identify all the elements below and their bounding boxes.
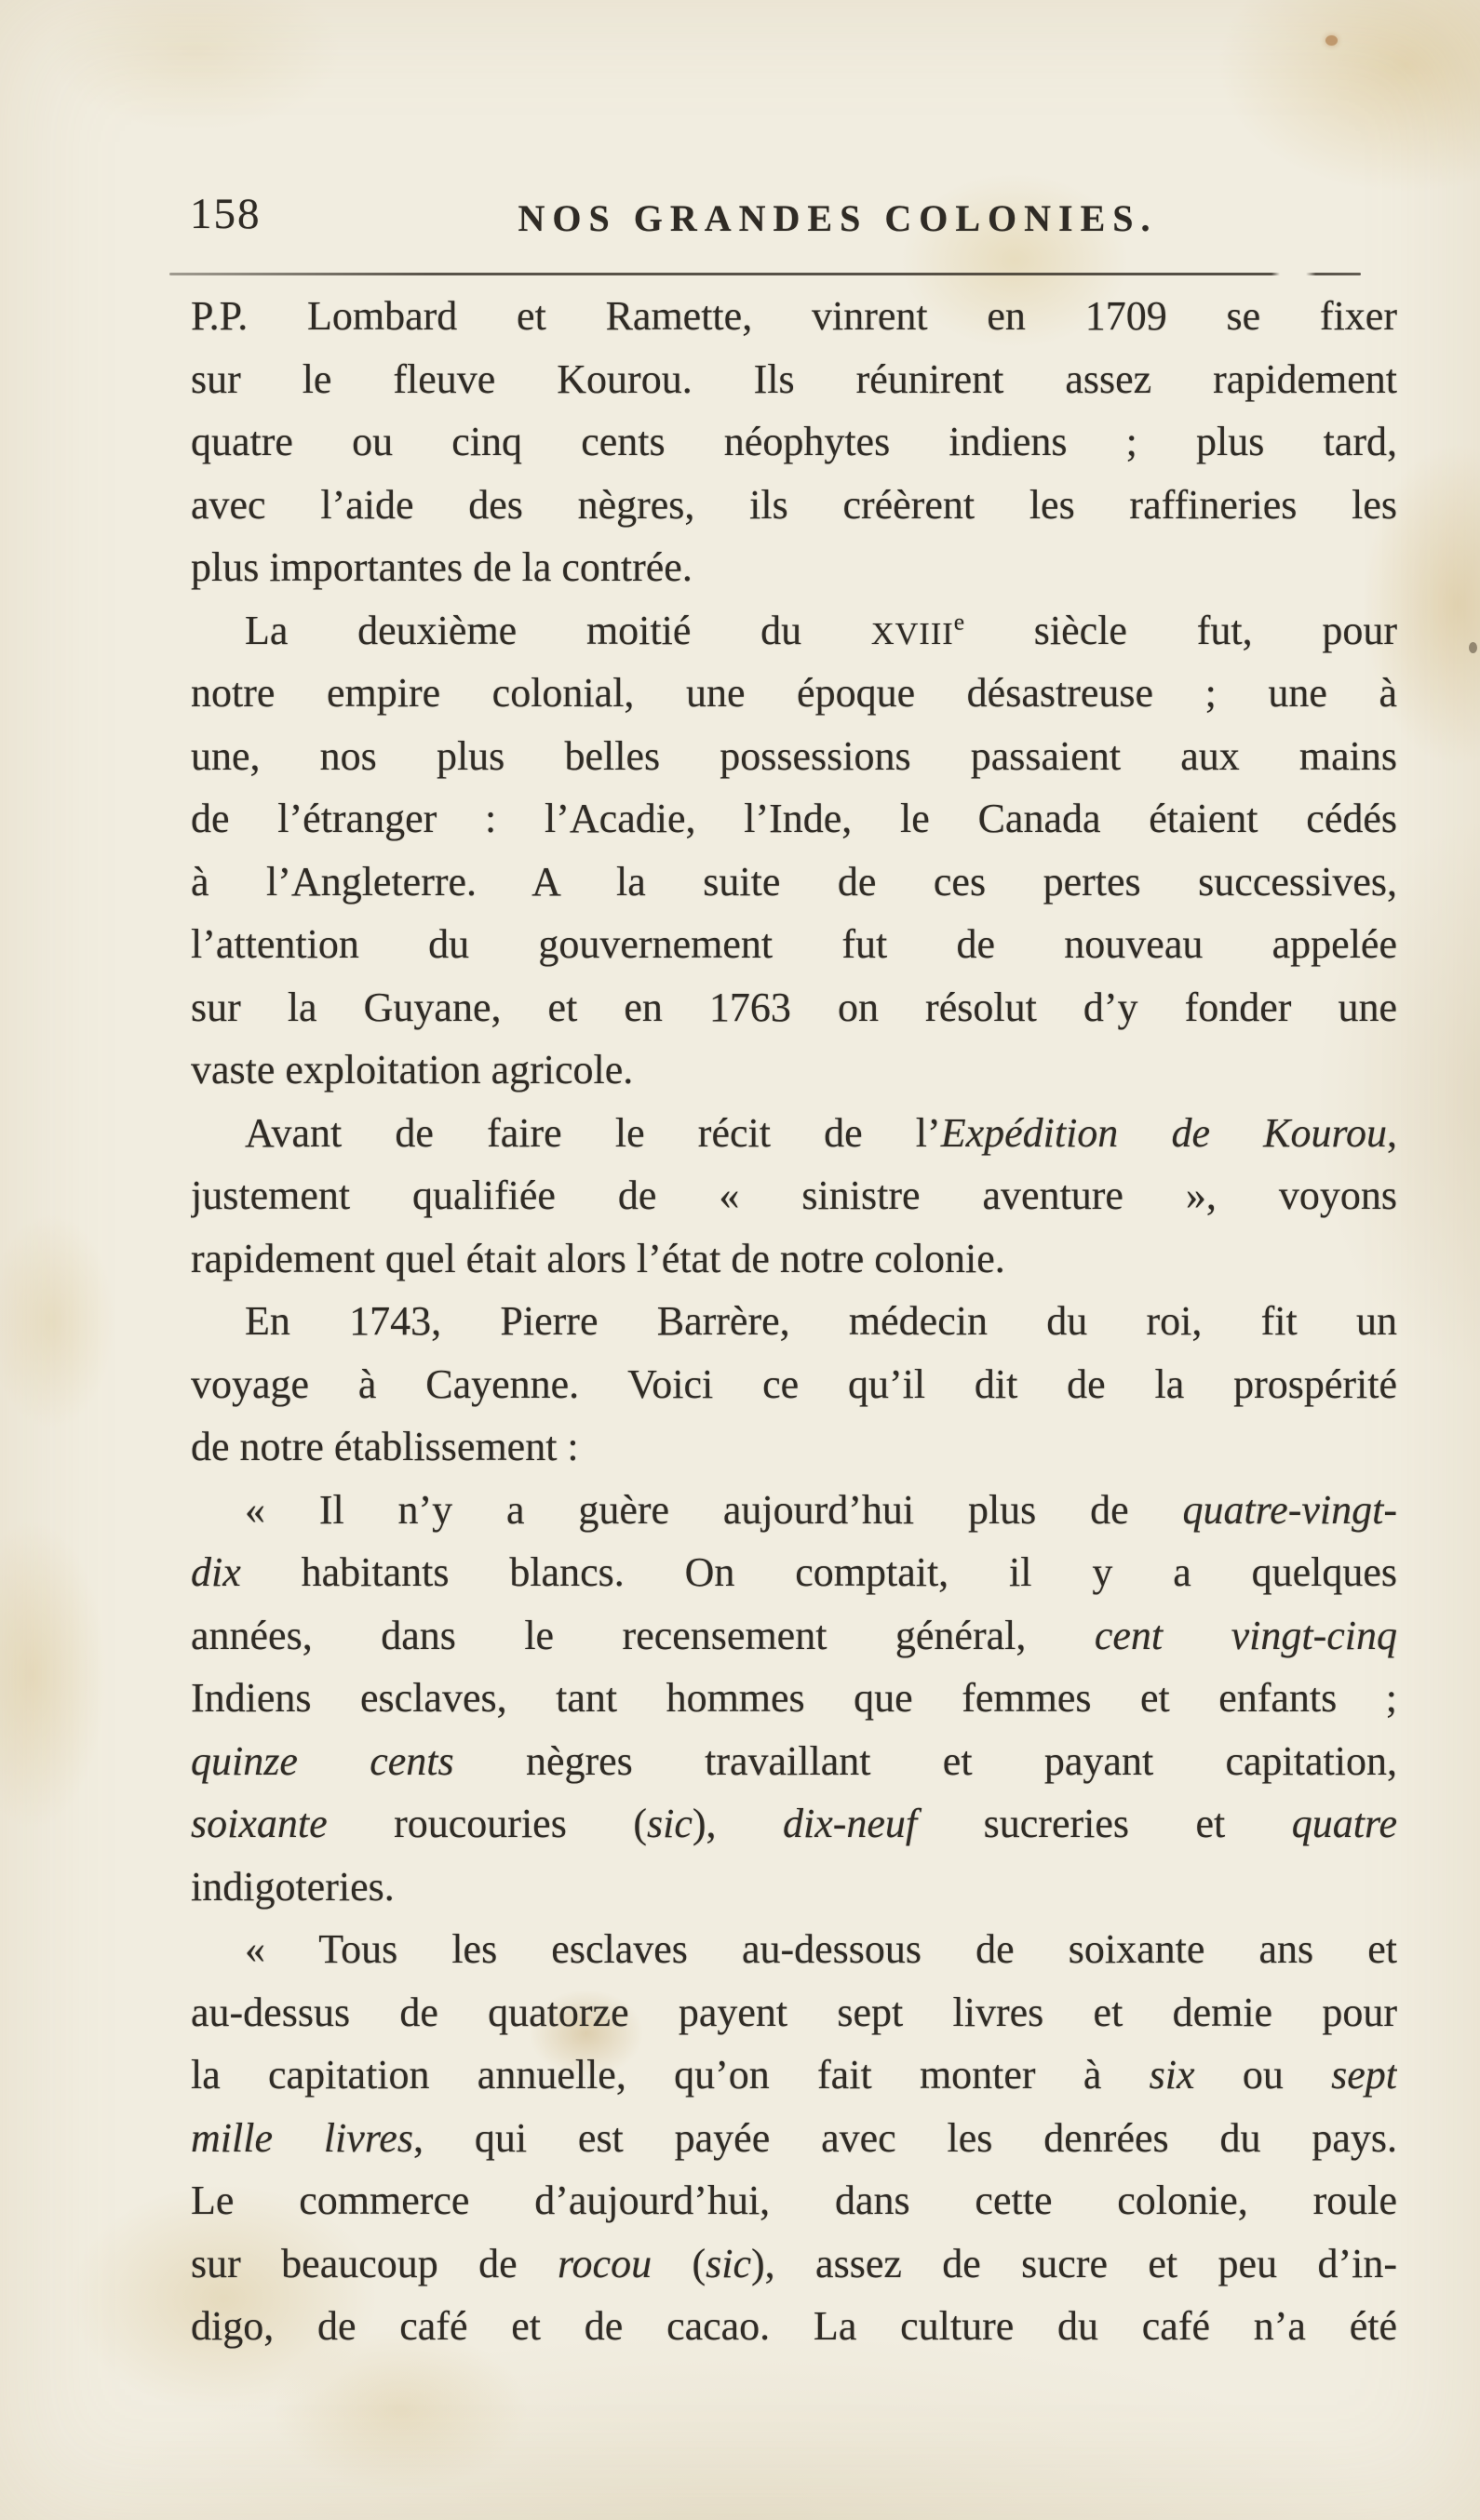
text-line: Le commerce d’aujourd’hui, dans cette colonie, roule	[191, 2178, 1397, 2223]
paper-stain	[1469, 642, 1477, 653]
text-line: digo, de café et de cacao. La culture du café n’a été	[191, 2303, 1397, 2349]
text-line: quinze cents nègres travaillant et payant capitation,	[191, 1737, 1397, 1784]
text-line: indigoteries.	[191, 1863, 395, 1910]
running-title: NOS GRANDES COLONIES.	[518, 197, 1158, 239]
text-block	[191, 285, 1397, 2358]
text-line: vaste exploitation agricole.	[191, 1047, 634, 1092]
text-line: mille livres, qui est payée avec les denrées du pays.	[191, 2114, 1397, 2161]
text-line: P.P. Lombard et Ramette, vinrent en 1709 se fixer	[191, 293, 1397, 339]
text-line: « Il n’y a guère aujourd’hui plus de quatre-vingt-	[245, 1486, 1397, 1533]
text-line: l’attention du gouvernement fut de nouveau appelée	[191, 921, 1397, 967]
text-line: avec l’aide des nègres, ils créèrent les raffineries les	[191, 481, 1397, 528]
text-line: « Tous les esclaves au-dessous de soixante ans et	[245, 1926, 1397, 1972]
text-line: La deuxième moitié du XVIIIe siècle fut, pour	[245, 607, 1397, 653]
text-line: de notre établissement :	[191, 1424, 579, 1469]
text-line: soixante roucouries (sic), dix-neuf sucreries et quatre	[191, 1801, 1397, 1846]
text-line: voyage à Cayenne. Voici ce qu’il dit de la prospérité	[191, 1361, 1397, 1407]
text-line: En 1743, Pierre Barrère, médecin du roi, fit un	[245, 1298, 1397, 1344]
text-line: années, dans le recensement général, cent vingt-cinq	[191, 1612, 1397, 1658]
text-line: rapidement quel était alors l’état de notre colonie.	[191, 1235, 1005, 1281]
header-rule	[169, 273, 1361, 275]
text-line: la capitation annuelle, qu’on fait monter à six ou sept	[191, 2052, 1397, 2098]
text-line: plus importantes de la contrée.	[191, 544, 693, 590]
text-line: au-dessus de quatorze payent sept livres et demie pour	[191, 1989, 1397, 2035]
text-line: une, nos plus belles possessions passaient aux mains	[191, 732, 1397, 779]
text-line: Avant de faire le récit de l’Expédition de Kourou,	[245, 1109, 1397, 1156]
text-line: dix habitants blancs. On comptait, il y a quelques	[191, 1549, 1397, 1595]
text-line: sur la Guyane, et en 1763 on résolut d’y fonder une	[191, 984, 1397, 1030]
text-line: Indiens esclaves, tant hommes que femmes et enfants ;	[191, 1675, 1397, 1721]
text-line: justement qualifiée de « sinistre aventure », voyons	[191, 1173, 1397, 1218]
text-line: sur beaucoup de rocou (sic), assez de sucre et peu d’in-	[191, 2240, 1397, 2286]
text-line: notre empire colonial, une époque désastreuse ; une à	[191, 670, 1397, 716]
text-line: de l’étranger : l’Acadie, l’Inde, le Canada étaient cédés	[191, 796, 1397, 841]
text-line: quatre ou cinq cents néophytes indiens ; plus tard,	[191, 419, 1397, 464]
paper-stain	[1325, 35, 1338, 46]
page-number: 158	[190, 190, 262, 238]
text-line: à l’Angleterre. A la suite de ces pertes successives,	[191, 858, 1397, 905]
text-line: sur le fleuve Kourou. Ils réunirent assez rapidement	[191, 355, 1397, 402]
